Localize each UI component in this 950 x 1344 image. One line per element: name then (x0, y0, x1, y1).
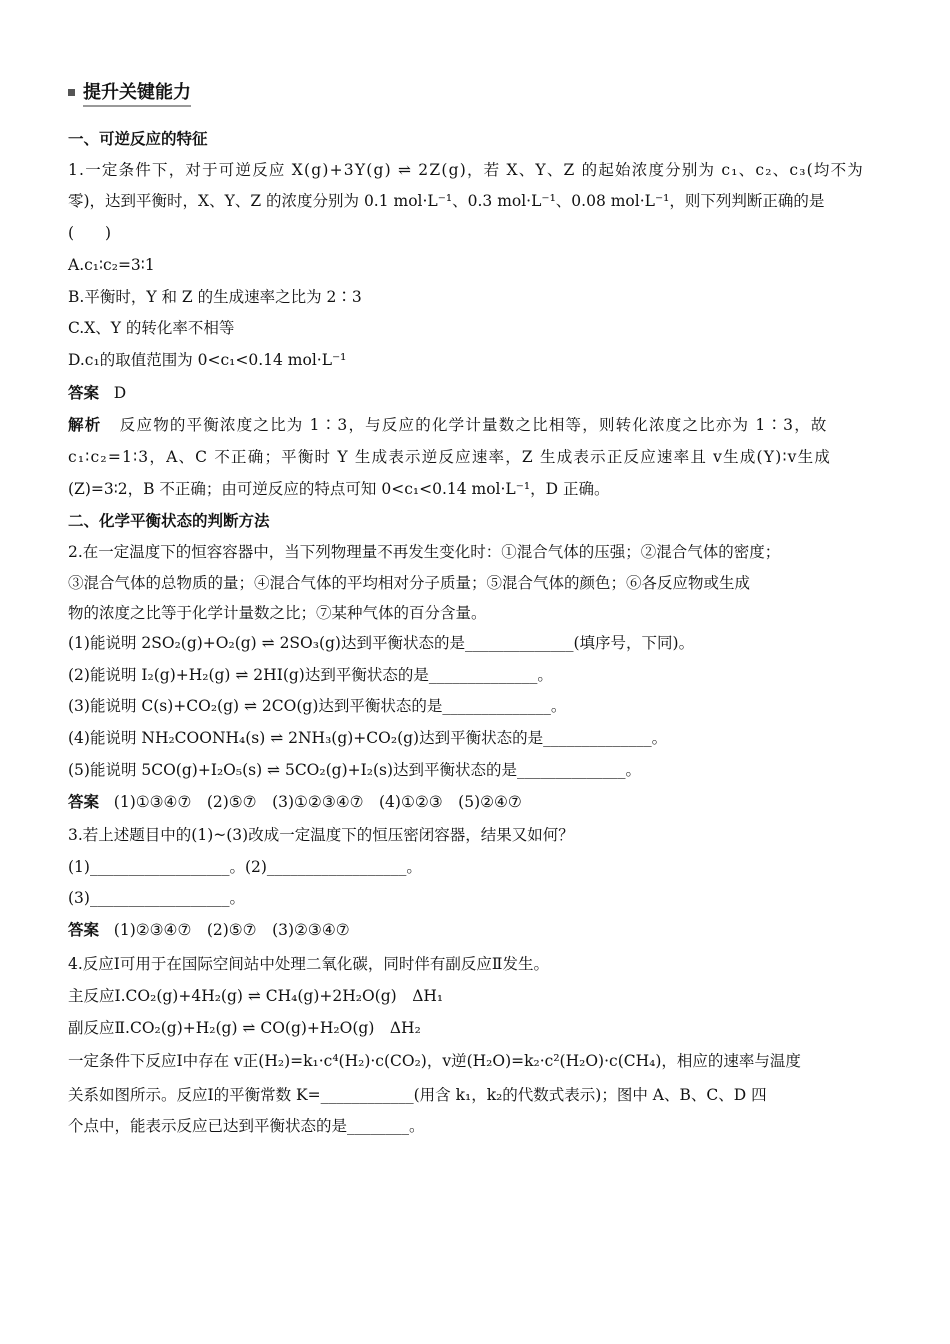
q2-part-5: (5)能说明 5CO(g)+I₂O₅(s) ⇌ 5CO₂(g)+I₂(s)达到平衡状态的是______________。 (68, 761, 641, 779)
answer-value: D (113, 384, 127, 402)
q2-part-4: (4)能说明 NH₂COONH₄(s) ⇌ 2NH₃(g)+CO₂(g)达到平衡状态的是______________。 (68, 729, 668, 747)
q1-answer (68, 383, 886, 403)
q1-option-d: D.c₁的取值范围为 0<c₁<0.14 mol·L⁻¹ (68, 351, 347, 369)
banner-title: 提升关键能力 (83, 78, 191, 107)
explanation-label: 解析 (68, 416, 102, 434)
q2-line-3: 物的浓度之比等于化学计量数之比；⑦某种气体的百分含量。 (68, 604, 487, 622)
q1-explanation-3: (Z)=3∶2，B 不正确；由可逆反应的特点可知 0<c₁<0.14 mol·L⁻¹，D 正确。 (68, 480, 610, 498)
q4-line-6: 个点中，能表示反应已达到平衡状态的是________。 (68, 1117, 425, 1135)
q1-line-2: 零)，达到平衡时，X、Y、Z 的浓度分别为 0.1 mol·L⁻¹、0.3 mol·L⁻¹、0.08 mol·L⁻¹，则下列判断正确的是 (68, 192, 825, 210)
q4-line-5: 关系如图所示。反应Ⅰ的平衡常数 K=____________(用含 k₁，k₂的代数式表示)；图中 A、B、C、D 四 (68, 1086, 767, 1104)
q1-explanation-2: c₁∶c₂=1∶3，A、C 不正确；平衡时 Y 生成表示逆反应速率，Z 生成表示正反应速率且 v生成(Y)∶v生成 (68, 448, 832, 466)
explanation-text: 反应物的平衡浓度之比为 1∶3，与反应的化学计量数之比相等，则转化浓度之比亦为 1∶3，故 (119, 416, 828, 434)
q1-option-b: B.平衡时，Y 和 Z 的生成速率之比为 2∶3 (68, 288, 362, 306)
q1-option-a: A.c₁∶c₂=3∶1 (68, 256, 155, 274)
answer-label: 答案 (68, 384, 100, 402)
heading-reversible-reaction: 一、可逆反应的特征 (68, 130, 208, 148)
q3-line-2: (1)__________________。(2)__________________。 (68, 858, 422, 876)
q3-line-1: 3.若上述题目中的(1)~(3)改成一定温度下的恒压密闭容器，结果又如何？ (68, 826, 574, 844)
q3-answer (68, 920, 886, 940)
q1-option-c: C.X、Y 的转化率不相等 (68, 319, 235, 337)
answer-label: 答案 (68, 793, 100, 811)
q1-explanation-1 (68, 415, 886, 435)
q1-line-1: 1.一定条件下，对于可逆反应 X(g)+3Y(g) ⇌ 2Z(g)，若 X、Y、Z 的起始浓度分别为 c₁、c₂、c₃(均不为 (68, 161, 865, 179)
q4-side-reaction: 副反应Ⅱ.CO₂(g)+H₂(g) ⇌ CO(g)+H₂O(g) ΔH₂ (68, 1019, 421, 1037)
q2-line-1: 2.在一定温度下的恒容容器中，当下列物理量不再发生变化时：①混合气体的压强；②混合气体的密度； (68, 543, 781, 561)
q4-line-1: 4.反应Ⅰ可用于在国际空间站中处理二氧化碳，同时伴有副反应Ⅱ发生。 (68, 955, 549, 973)
q4-main-reaction: 主反应Ⅰ.CO₂(g)+4H₂(g) ⇌ CH₄(g)+2H₂O(g) ΔH₁ (68, 987, 444, 1005)
section-banner (68, 78, 191, 106)
q1-line-3: ( ) (68, 224, 112, 242)
q2-part-2: (2)能说明 I₂(g)+H₂(g) ⇌ 2HI(g)达到平衡状态的是______________。 (68, 666, 553, 684)
answer-label: 答案 (68, 921, 100, 939)
q2-answer (68, 792, 886, 812)
heading-equilibrium-judgment: 二、化学平衡状态的判断方法 (68, 512, 270, 530)
q2-part-1: (1)能说明 2SO₂(g)+O₂(g) ⇌ 2SO₃(g)达到平衡状态的是______________(填序号，下同)。 (68, 634, 695, 652)
q3-line-3: (3)__________________。 (68, 889, 245, 907)
answer-value: (1)①③④⑦ (2)⑤⑦ (3)①②③④⑦ (4)①②③ (5)②④⑦ (113, 793, 522, 811)
q4-line-4: 一定条件下反应Ⅰ中存在 v正(H₂)=k₁·c⁴(H₂)·c(CO₂)，v逆(H₂O)=k₂·c²(H₂O)·c(CH₄)，相应的速率与温度 (68, 1052, 801, 1070)
q2-part-3: (3)能说明 C(s)+CO₂(g) ⇌ 2CO(g)达到平衡状态的是______________。 (68, 697, 567, 715)
q2-line-2: ③混合气体的总物质的量；④混合气体的平均相对分子质量；⑤混合气体的颜色；⑥各反应物或生成 (68, 574, 751, 592)
banner-square-icon (68, 89, 75, 96)
answer-value: (1)②③④⑦ (2)⑤⑦ (3)②③④⑦ (113, 921, 350, 939)
